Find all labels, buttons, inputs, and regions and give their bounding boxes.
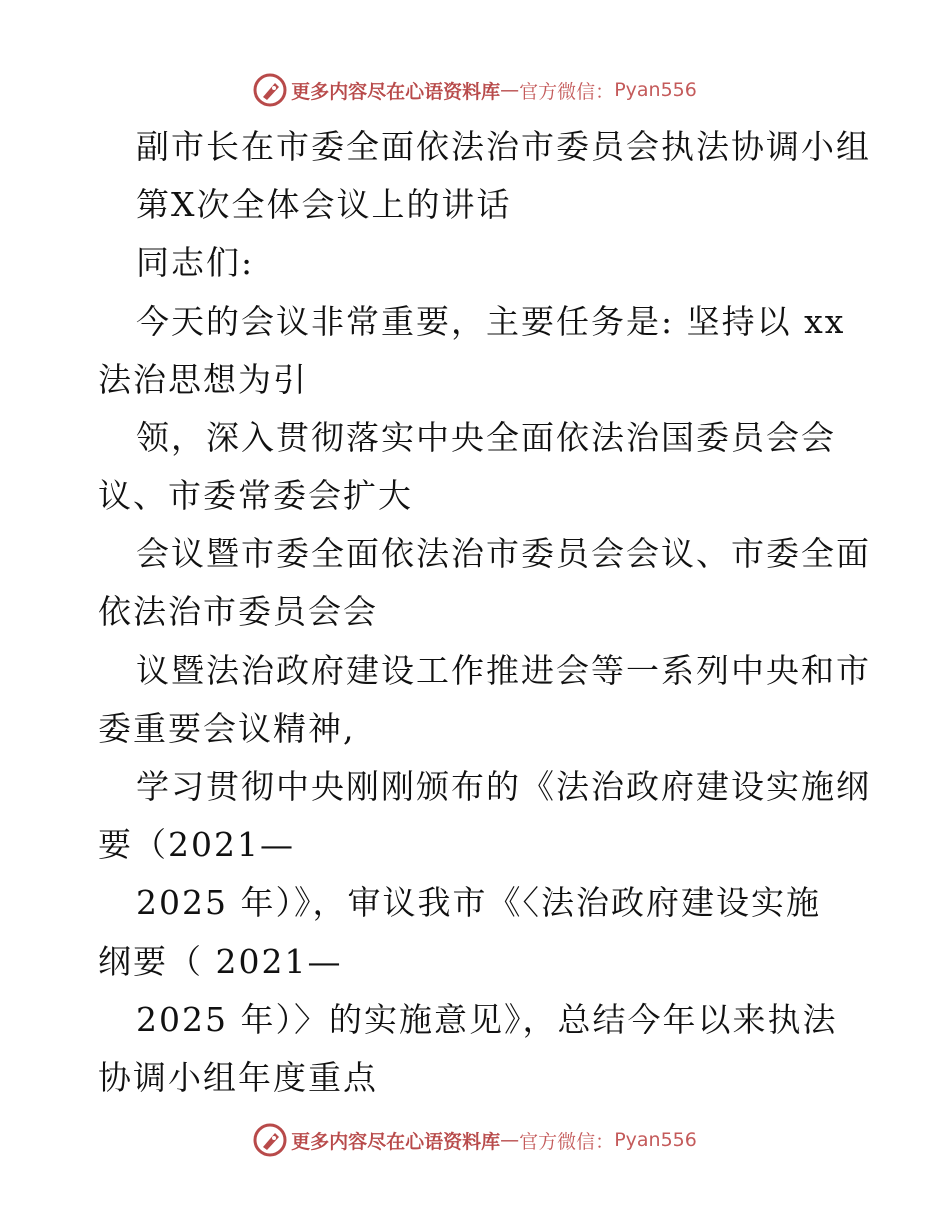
header-banner (0, 70, 950, 110)
doc-title-line-2: 第X次全体会议上的讲话 (136, 185, 512, 224)
salutation: 同志们: (136, 243, 255, 282)
paragraph-line: 要（2021— (98, 825, 295, 864)
paragraph-line: 法治思想为引 (98, 360, 308, 399)
paragraph-line: 议、市委常委会扩大 (98, 476, 413, 515)
paragraph-line: 协调小组年度重点 (98, 1058, 378, 1097)
paragraph-line: 今天的会议非常重要，主要任务是: 坚持以 xx (136, 302, 846, 341)
paragraph-line: 委重要会议精神, (98, 709, 356, 748)
banner-text: 更多内容尽在心语资料库 (291, 1130, 501, 1153)
paragraph-line: 会议暨市委全面依法治市委员会会议、市委全面 (136, 534, 871, 573)
pen-nib-logo-icon (253, 1123, 287, 1157)
banner-separator: — (500, 79, 520, 101)
banner-text: 更多内容尽在心语资料库 (291, 80, 501, 103)
paragraph-line: 学习贯彻中央刚刚颁布的《法治政府建设实施纲 (136, 767, 871, 806)
paragraph-line: 依法治市委员会会 (98, 592, 378, 631)
banner-wechat-id: Pyan556 (614, 1129, 697, 1151)
paragraph-line: 2025 年）〉的实施意见》，总结今年以来执法 (136, 1000, 838, 1039)
banner-wechat-label: 官方微信： (519, 1130, 615, 1153)
banner-separator: — (500, 1129, 520, 1151)
paragraph-line: 纲要（ 2021— (98, 942, 343, 981)
banner-wechat-id: Pyan556 (614, 79, 697, 101)
pen-nib-logo-icon (253, 73, 287, 107)
footer-banner (0, 1120, 950, 1160)
doc-title-line-1: 副市长在市委全面依法治市委员会执法协调小组 (136, 127, 871, 166)
paragraph-line: 议暨法治政府建设工作推进会等一系列中央和市 (136, 651, 871, 690)
paragraph-line: 领，深入贯彻落实中央全面依法治国委员会会 (136, 418, 836, 457)
paragraph-line: 2025 年）》，审议我市《〈法治政府建设实施 (136, 883, 821, 922)
banner-wechat-label: 官方微信： (519, 80, 615, 103)
